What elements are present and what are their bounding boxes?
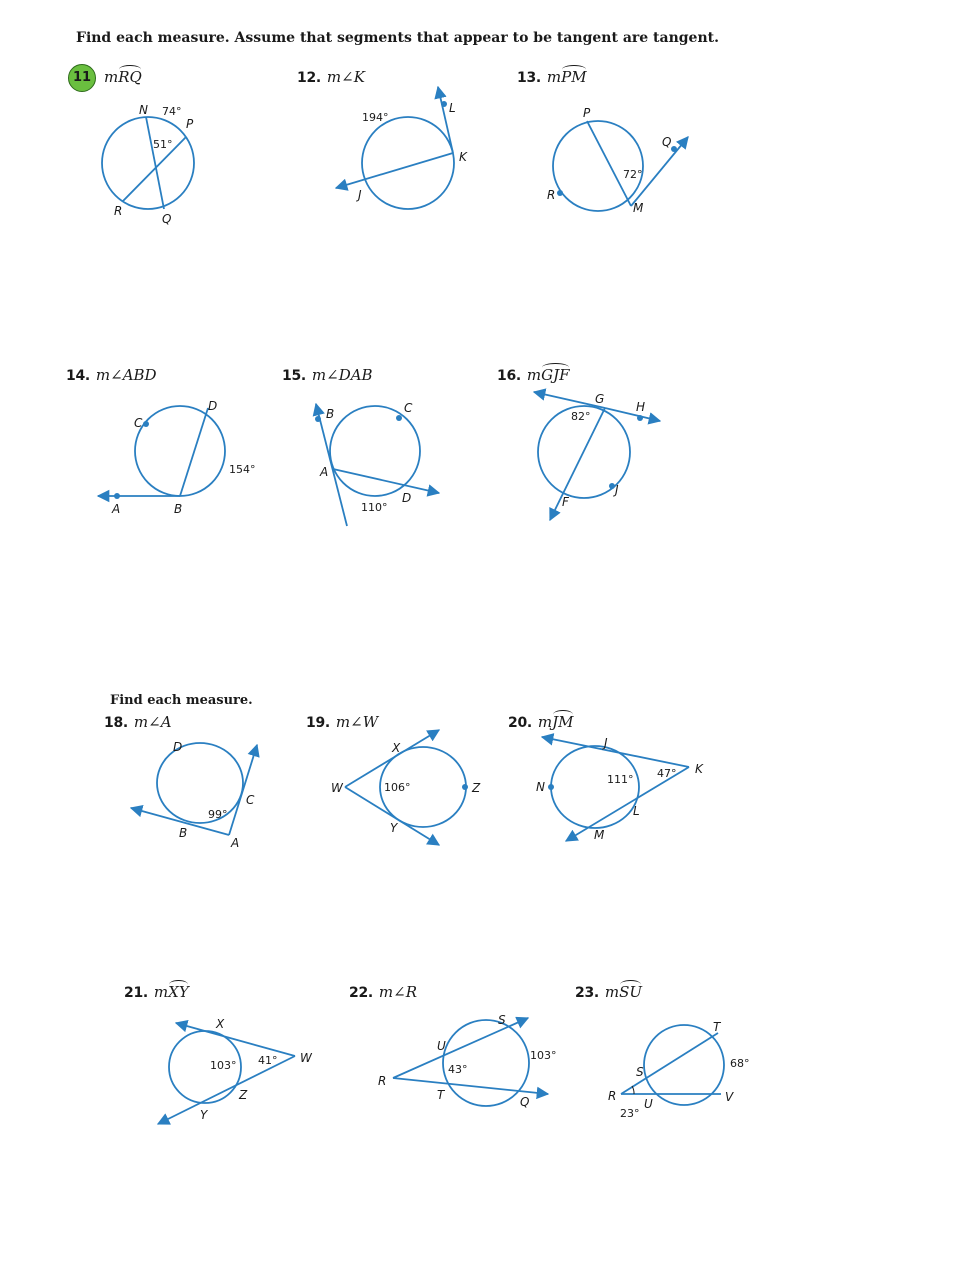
- point-label: J: [358, 188, 362, 202]
- point-label: H: [636, 400, 646, 414]
- problem-16-label: 16. mGJF: [497, 366, 570, 384]
- point-label: T: [437, 1088, 445, 1102]
- point-label: K: [459, 150, 467, 164]
- point-label: L: [449, 101, 456, 115]
- labels-11: [114, 103, 194, 226]
- point-label: M: [633, 201, 644, 215]
- arc-measure: 111°: [607, 773, 634, 786]
- chord-bd: [180, 408, 208, 496]
- figure-14: [98, 406, 225, 496]
- angle-measure: 47°: [657, 767, 677, 780]
- point-label: L: [633, 804, 640, 818]
- section2-title: Find each measure.: [110, 693, 253, 708]
- point-label: Z: [472, 781, 481, 795]
- angle-measure: 23°: [620, 1107, 640, 1120]
- point-label: U: [644, 1097, 653, 1111]
- point-label: P: [186, 117, 194, 131]
- circle: [553, 121, 643, 211]
- labels-14: [111, 399, 256, 516]
- point-label: U: [437, 1039, 446, 1053]
- tangent-wx: [176, 1023, 295, 1056]
- labels-19: [331, 741, 481, 835]
- labels-12: [356, 101, 468, 202]
- point-label: Y: [200, 1108, 208, 1122]
- point-label: B: [179, 826, 188, 840]
- problem-22-label: 22. m∠R: [349, 983, 417, 1001]
- arc-name: PM: [561, 68, 587, 86]
- angle-measure: 51°: [153, 138, 173, 151]
- point-label: B: [326, 407, 335, 421]
- tangent-wx: [345, 730, 439, 787]
- point-label: J: [604, 736, 608, 750]
- point-label: Z: [239, 1088, 248, 1102]
- point-label: D: [173, 740, 183, 754]
- point-label: P: [583, 106, 591, 120]
- figure-22: [393, 1018, 548, 1106]
- arc-measure: 110°: [361, 501, 388, 514]
- point-label: S: [498, 1013, 506, 1027]
- arc-name: RQ: [118, 68, 142, 86]
- point-label: Y: [390, 821, 398, 835]
- point-label: X: [392, 741, 401, 755]
- arc-measure: 82°: [571, 410, 591, 423]
- point-label: X: [216, 1017, 225, 1031]
- arc-measure: 154°: [229, 463, 256, 476]
- figure-18: [131, 743, 257, 835]
- point-label: Q: [162, 212, 172, 226]
- arc-measure: 74°: [162, 105, 182, 118]
- point-label: N: [139, 103, 148, 117]
- arc-measure: 103°: [530, 1049, 557, 1062]
- problem-13-label: 13. mPM: [517, 68, 587, 86]
- point-label: J: [615, 483, 619, 497]
- point-label: Q: [662, 135, 672, 149]
- point-label: F: [562, 495, 569, 509]
- point-label: R: [114, 204, 123, 218]
- labels-20: [536, 736, 704, 842]
- arc-name: JM: [552, 713, 574, 731]
- point-label: G: [595, 392, 605, 406]
- problem-11-label: 11 mRQ: [68, 64, 142, 92]
- point-label: W: [300, 1051, 312, 1065]
- point-label: C: [134, 416, 143, 430]
- problem-15-label: 15. m∠DAB: [282, 366, 373, 384]
- problem-14-label: 14. m∠ABD: [66, 366, 157, 384]
- problem-21-label: 21. mXY: [124, 983, 189, 1001]
- circle: [135, 406, 225, 496]
- problem-19-label: 19. m∠W: [306, 713, 379, 731]
- point-label: B: [174, 502, 183, 516]
- arc-measure: 43°: [448, 1063, 468, 1076]
- point-label: K: [695, 762, 703, 776]
- arc-name: XY: [168, 983, 189, 1001]
- arc-name: GJF: [541, 366, 570, 384]
- secant-kj: [336, 153, 453, 188]
- arc-measure: 194°: [362, 111, 389, 124]
- arc-measure: 106°: [384, 781, 411, 794]
- point-label: R: [547, 188, 556, 202]
- circle: [157, 743, 243, 823]
- circle: [330, 406, 420, 496]
- point-label: R: [608, 1089, 617, 1103]
- point-label: V: [725, 1090, 734, 1104]
- point-label: T: [713, 1020, 721, 1034]
- point-label: Q: [520, 1095, 530, 1109]
- point-label: R: [378, 1074, 387, 1088]
- point-label: D: [208, 399, 218, 413]
- figure-20: [542, 737, 689, 841]
- tangent-kl: [438, 87, 453, 153]
- circle: [362, 117, 454, 209]
- secant-ad: [333, 469, 439, 493]
- point-label: M: [594, 828, 605, 842]
- figure-21: [158, 1023, 295, 1124]
- point-label: A: [231, 836, 240, 850]
- chord-pm: [587, 121, 631, 206]
- labels-22: [378, 1013, 557, 1109]
- arc-measure: 68°: [730, 1057, 750, 1070]
- point-label: C: [404, 401, 413, 415]
- point-label: D: [402, 491, 412, 505]
- tangent-line-gh: [605, 408, 660, 421]
- tangent-wy: [345, 787, 439, 845]
- labels-18: [173, 740, 255, 850]
- point-dots: [114, 101, 677, 790]
- problem-18-label: 18. m∠A: [104, 713, 172, 731]
- problem-number-badge: 11: [68, 64, 96, 92]
- point-label: A: [112, 502, 121, 516]
- problem-12-label: 12. m∠K: [297, 68, 365, 86]
- circle: [551, 746, 639, 828]
- arc-measure: 99°: [208, 808, 228, 821]
- problem-23-label: 23. mSU: [575, 983, 643, 1001]
- angle-measure: 41°: [258, 1054, 278, 1067]
- tangent-kj: [542, 737, 689, 767]
- figure-11: [102, 117, 194, 209]
- arc-name: SU: [619, 983, 643, 1001]
- angle-arc: [632, 1086, 634, 1094]
- arc-measure: 103°: [210, 1059, 237, 1072]
- point-label: A: [320, 465, 329, 479]
- secant-gf: [550, 408, 605, 520]
- point-label: W: [331, 781, 343, 795]
- instructions: Find each measure. Assume that segments that appear to be tangent are tangent.: [76, 30, 719, 46]
- angle-measure: 72°: [623, 168, 643, 181]
- figure-12: [336, 87, 454, 209]
- point-label: C: [246, 793, 255, 807]
- secant-rt: [621, 1033, 718, 1094]
- point-label: N: [536, 780, 545, 794]
- point-label: S: [636, 1065, 644, 1079]
- problem-20-label: 20. mJM: [508, 713, 574, 731]
